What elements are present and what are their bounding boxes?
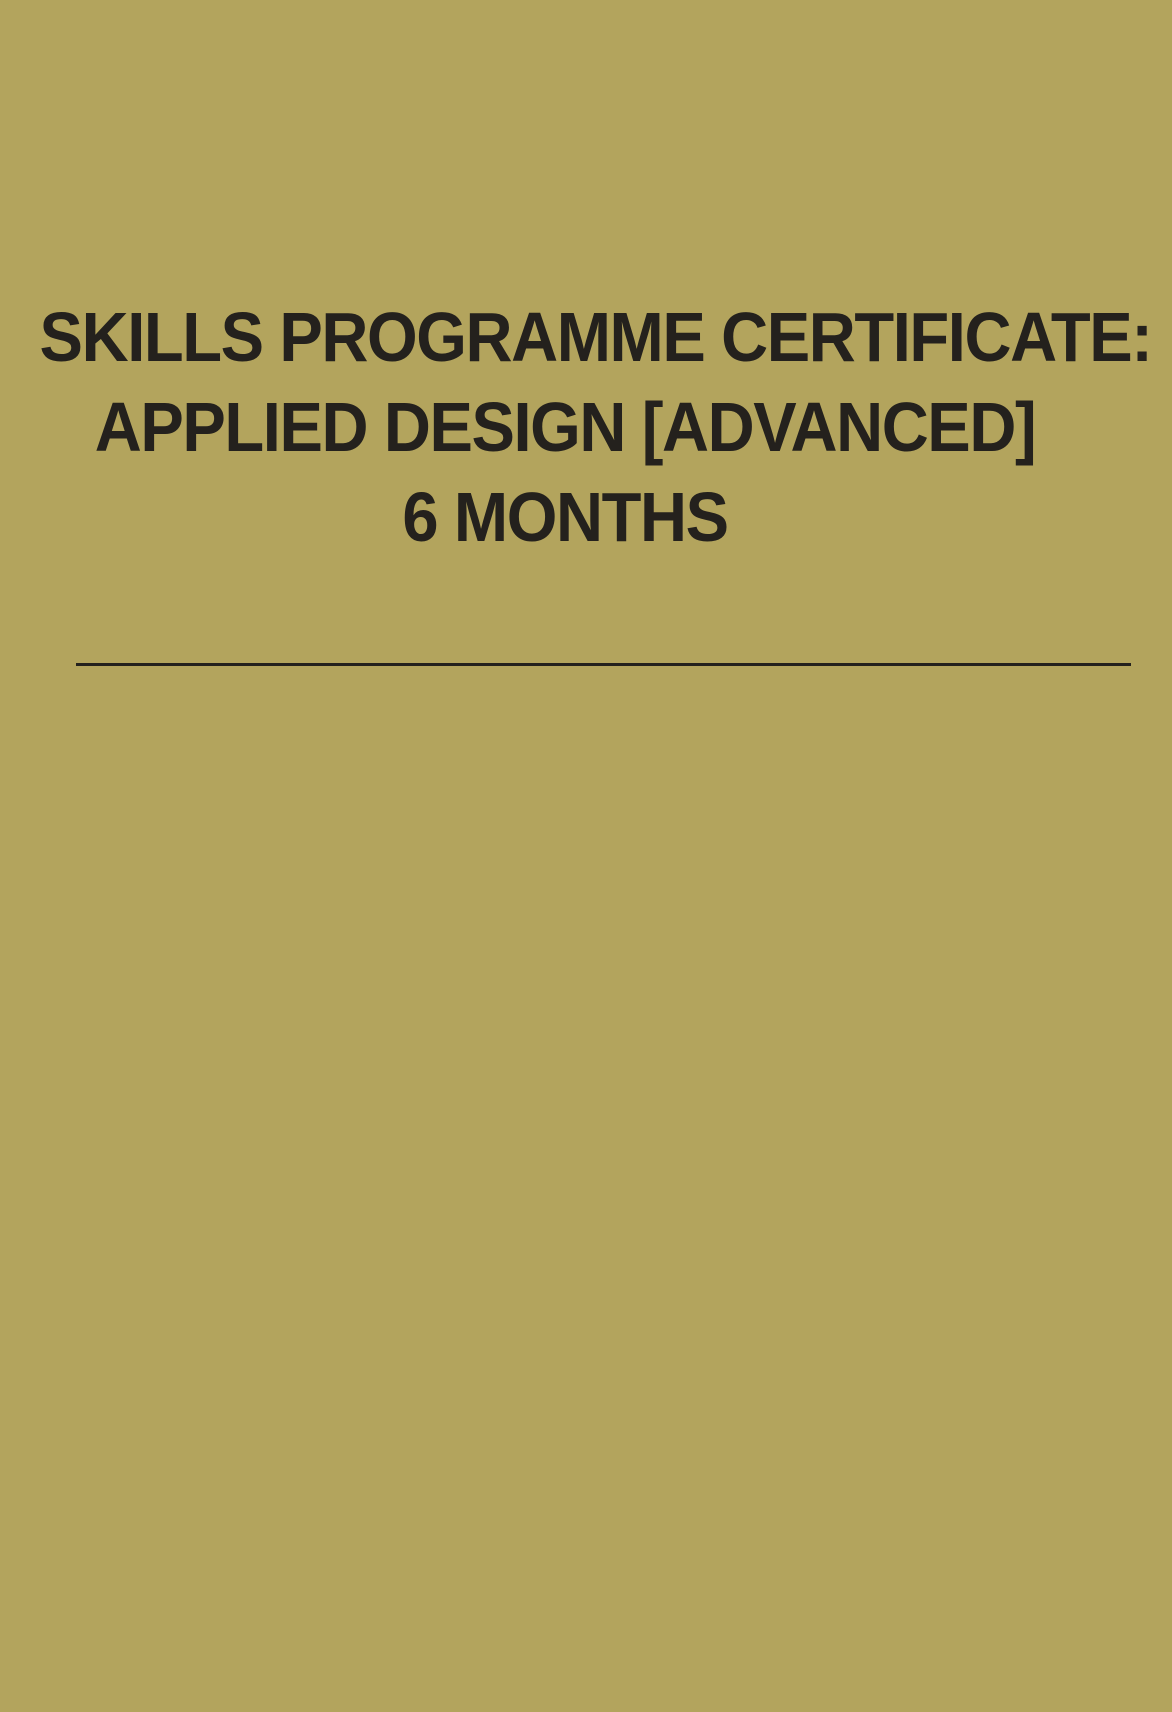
title-line-programme: SKILLS PROGRAMME CERTIFICATE: bbox=[39, 298, 1152, 376]
title-line-duration: 6 MONTHS bbox=[402, 478, 728, 556]
certificate-title bbox=[39, 292, 1152, 562]
horizontal-divider-line bbox=[76, 663, 1131, 666]
title-line-course: APPLIED DESIGN [ADVANCED] bbox=[94, 388, 1036, 466]
